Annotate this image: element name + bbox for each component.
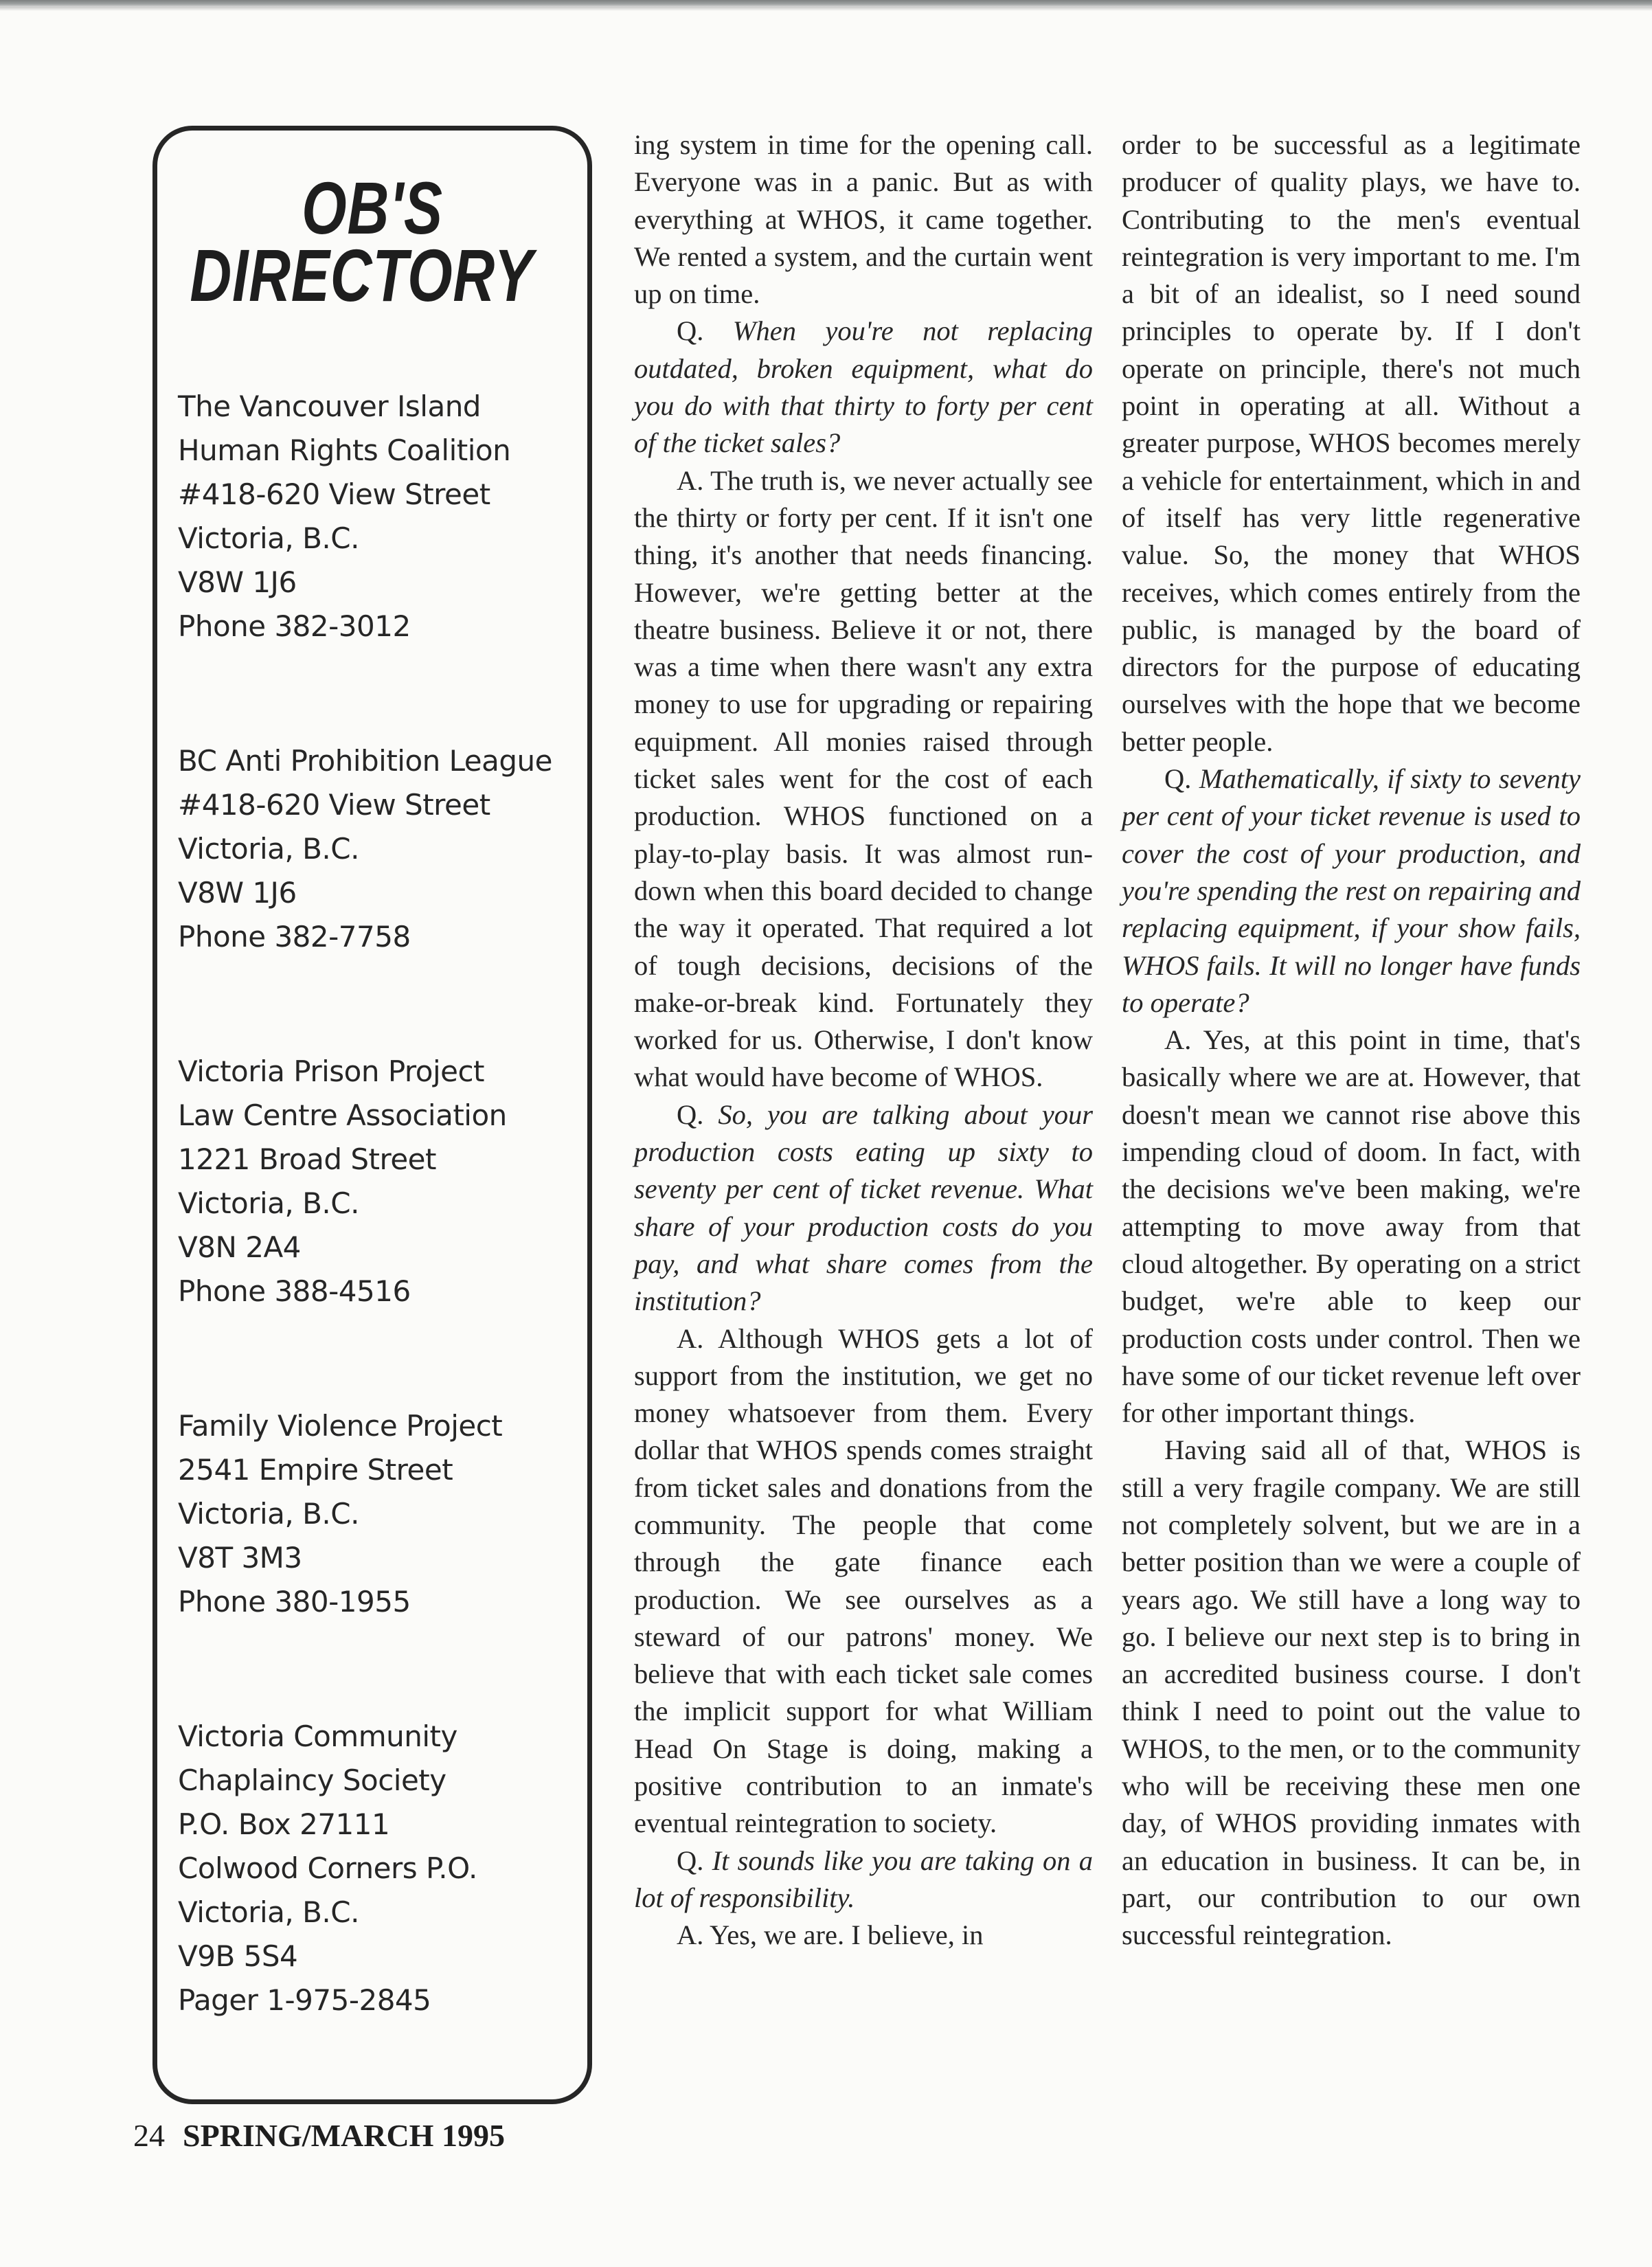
directory-entry-family-violence-project [178,1404,590,1624]
directory-entry-chaplaincy-society [178,1715,590,2022]
directory-entry-prison-project [178,1050,590,1313]
entry-org-name: The Vancouver Island [178,390,481,423]
page-footer [133,2117,505,2154]
question-text: It sounds like you are taking on a lot of responsibility. [634,1845,1093,1913]
interview-answer: A. Although WHOS gets a lot of support from the institution, we get no money whatsoever from them. Every dollar that WHOS spends comes straight from ticket sales and donations from the community. The people that come through the gate finance each production. We see ourselves as a steward of our patrons' money. We believe that with each ticket sale comes the implicit support for what William Head On Stage is doing, making a positive contribution to an inmate's eventual reintegration to society. [634,1322,1093,1839]
entry-org-name: Human Rights Coalition [178,433,511,467]
article-column-middle [634,126,1093,1954]
interview-question [634,1096,1093,1320]
directory-title-line1: OB'S [302,166,443,249]
directory-title-line2: DIRECTORY [190,234,534,317]
interview-question [1122,760,1581,1022]
directory-box [152,126,592,2104]
directory-entry-human-rights-coalition [178,385,590,648]
entry-phone: Phone 382-3012 [178,609,411,643]
entry-org-name: Victoria Community [178,1719,457,1753]
entry-city: Victoria, B.C. [178,1895,359,1929]
directory-entry-anti-prohibition-league [178,739,590,959]
article-column-right [1122,126,1581,1954]
page-number: 24 [133,2118,165,2153]
interview-answer: Having said all of that, WHOS is still a very fragile company. We are still not completely solvent, but we are in a better position than we were a couple of years ago. We still have a long way to go. I believe our next step is to bring in an accredited business course. I don't think I need to point out the value to WHOS, to the men, or to the community who will be receiving these men one day, of WHOS providing inmates with an education in business. It can be, in part, our contribution to our own successful reintegration. [1122,1434,1581,1951]
interview-answer: A. Yes, at this point in time, that's basically where we are at. However, that doesn't mean we cannot rise above this impending cloud of doom. In fact, with the decisions we've been making, we're attempting to move away from that cloud altogether. By operating on a strict budget, we're able to keep our production costs under control. Then we have some of our ticket revenue left over for other important things. [1122,1024,1581,1429]
entry-phone: Phone 380-1955 [178,1585,411,1619]
question-text: Mathematically, if sixty to seventy per cent of your ticket revenue is used to cover the cost of your production, and you're spending the rest on repairing and replacing equipment, if your show fails, WHOS fails. It will no longer have funds to operate? [1122,763,1581,1018]
article-paragraph: ing system in time for the opening call. Everyone was in a panic. But as with everything at WHOS, it came together. We rented a system, and the curtain went up on time. [634,129,1093,310]
interview-question [634,1842,1093,1917]
question-label: Q. [1164,763,1192,795]
entry-phone: Phone 382-7758 [178,920,411,954]
entry-address: 1221 Broad Street [178,1142,436,1176]
directory-list [178,385,590,2113]
entry-address: 2541 Empire Street [178,1453,453,1487]
interview-question [634,313,1093,462]
entry-postal-code: V8N 2A4 [178,1230,301,1264]
question-label: Q. [677,315,704,347]
directory-title [190,166,540,317]
entry-address: Colwood Corners P.O. [178,1851,477,1885]
entry-postal-code: V8T 3M3 [178,1541,302,1575]
entry-org-name: BC Anti Prohibition League [178,744,552,778]
question-text: So, you are talking about your production costs eating up sixty to seventy per cent of ticket revenue. What share of your production costs do you pay, and what share comes from the institution? [634,1098,1093,1317]
entry-city: Victoria, B.C. [178,1497,359,1531]
entry-org-name: Chaplaincy Society [178,1763,446,1797]
entry-city: Victoria, B.C. [178,521,359,555]
question-label: Q. [677,1845,704,1876]
article-paragraph: order to be successful as a legitimate producer of quality plays, we have to. Contributing to the men's eventual reintegration is very important to me. I'm a bit of an idealist, so I need sound principles to operate by. If I don't operate on principle, there's not much point in operating at all. Without a greater purpose, WHOS becomes merely a vehicle for entertainment, which in and of itself has very little regenerative value. So, the money that WHOS receives, which comes entirely from the public, is managed by the board of directors for the purpose of educating ourselves with the hope that we become better people. [1122,129,1581,757]
question-text: When you're not replacing outdated, broken equipment, what do you do with that thirty to forty per cent of the ticket sales? [634,315,1093,459]
entry-postal-code: V8W 1J6 [178,565,297,599]
entry-postal-code: V8W 1J6 [178,876,297,910]
interview-answer: A. Yes, we are. I believe, in [677,1919,984,1951]
entry-postal-code: V9B 5S4 [178,1939,298,1973]
entry-po-box: P.O. Box 27111 [178,1807,390,1841]
entry-phone: Phone 388-4516 [178,1274,411,1308]
entry-city: Victoria, B.C. [178,832,359,866]
entry-org-name: Law Centre Association [178,1098,507,1132]
issue-label: SPRING/MARCH 1995 [183,2118,505,2153]
entry-city: Victoria, B.C. [178,1186,359,1220]
scan-top-shadow [0,7,1652,11]
entry-address: #418-620 View Street [178,477,490,511]
entry-pager: Pager 1-975-2845 [178,1983,431,2017]
interview-answer: A. The truth is, we never actually see the thirty or forty per cent. If it isn't one thing, it's another that needs financing. However, we're getting better at the theatre business. Believe it or not, there was a time when there wasn't any extra money to use for upgrading or repairing equipment. All monies raised through ticket sales went for the cost of each production. WHOS functioned on a play-to-play basis. It was almost run-down when this board decided to change the way it operated. That required a lot of tough decisions, decisions of the make-or-break kind. Fortunately they worked for us. Otherwise, I don't know what would have become of WHOS. [634,464,1093,1093]
entry-org-name: Victoria Prison Project [178,1054,485,1088]
question-label: Q. [677,1098,704,1130]
entry-address: #418-620 View Street [178,788,490,822]
scan-top-edge [0,0,1652,7]
entry-org-name: Family Violence Project [178,1409,503,1443]
